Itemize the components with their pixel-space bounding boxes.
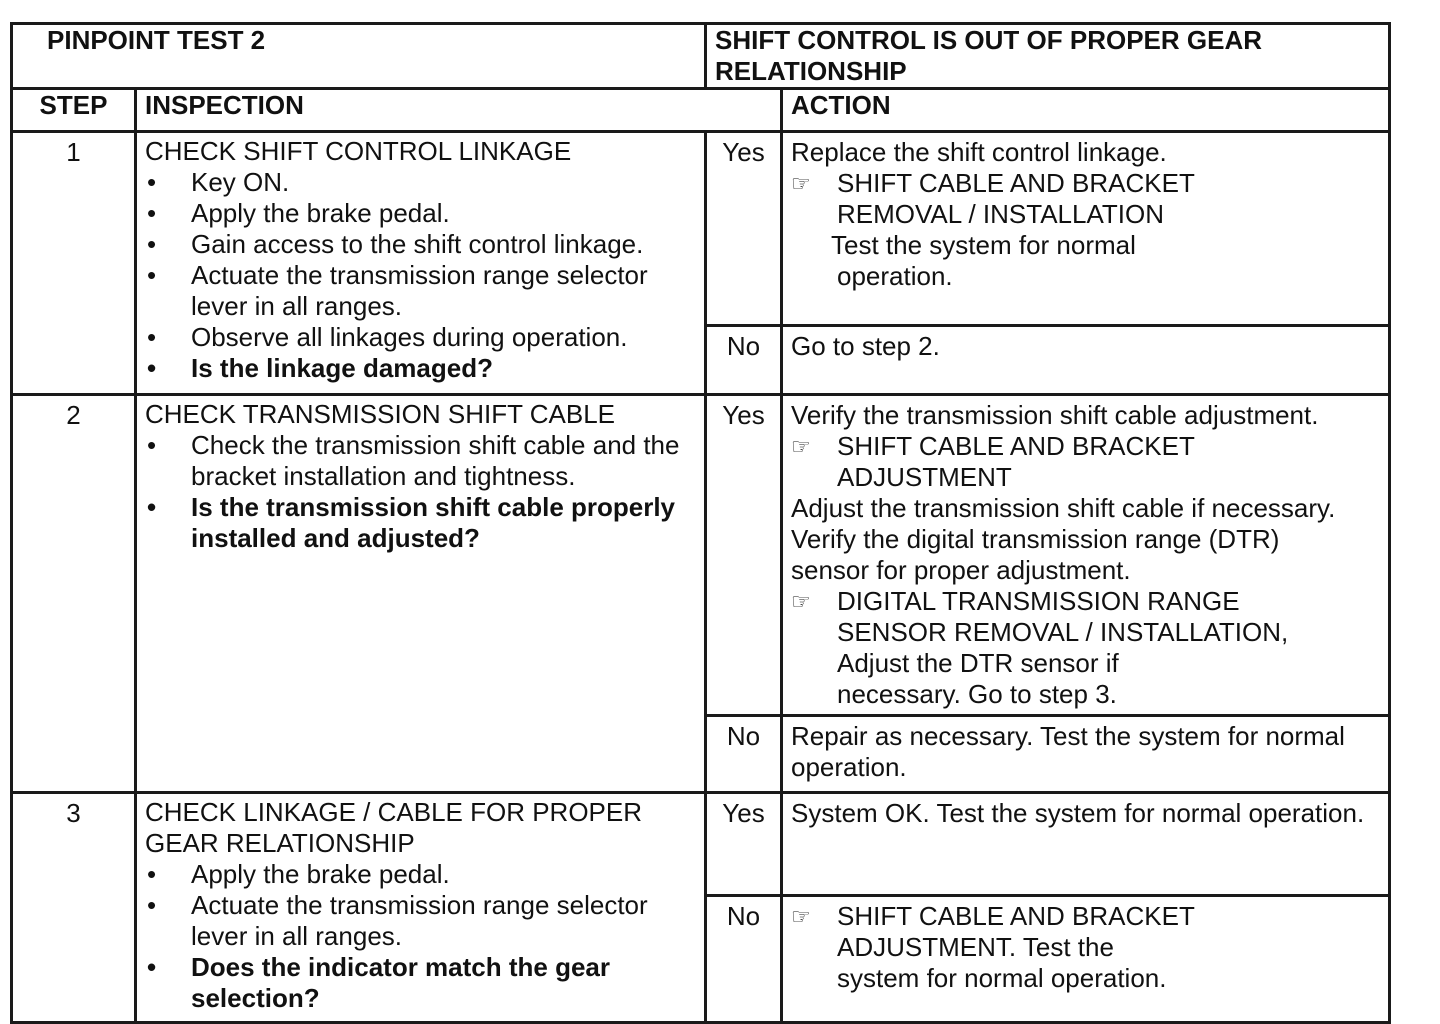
bullet-icon: • <box>147 198 157 228</box>
step-1-yes-row <box>12 132 1390 326</box>
yes-action: System OK. Test the system for normal operation. <box>782 793 1390 896</box>
step-title: CHECK TRANSMISSION SHIFT CABLE <box>145 399 616 429</box>
list-item-question: • Is the linkage damaged? <box>147 353 493 383</box>
bullet-icon: • <box>147 492 157 522</box>
step-2-yes-row <box>12 395 1390 716</box>
reference-hand-icon: ☞ <box>791 171 811 196</box>
column-header-action: ACTION <box>782 89 1390 132</box>
list-item: • Key ON. <box>147 167 290 197</box>
title-row <box>12 24 1390 89</box>
step-number: 2 <box>12 395 136 793</box>
list-item: • Actuate the transmission range selector lever in all ranges. <box>147 260 648 321</box>
column-header-step: STEP <box>12 89 136 132</box>
step-3-yes-row <box>12 793 1390 896</box>
list-item: • Apply the brake pedal. <box>147 859 450 889</box>
no-label: No <box>706 716 782 793</box>
test-title-cell <box>706 24 1390 89</box>
step-number: 1 <box>12 132 136 395</box>
test-label: PINPOINT TEST 2 <box>47 25 266 55</box>
no-label: No <box>706 325 782 394</box>
list-item: • Observe all linkages during operation. <box>147 322 628 352</box>
bullet-icon: • <box>147 260 157 290</box>
pinpoint-test-table <box>10 22 1391 1024</box>
list-item-question: • Is the transmission shift cable properly installed and adjusted? <box>147 492 676 553</box>
bullet-icon: • <box>147 229 157 259</box>
step-inspection <box>136 793 706 1023</box>
step-inspection <box>136 395 706 793</box>
inspection-list <box>145 859 696 1014</box>
reference-hand-icon: ☞ <box>791 434 811 459</box>
bullet-icon: • <box>147 167 157 197</box>
list-item: • Actuate the transmission range selector lever in all ranges. <box>147 890 648 951</box>
no-action: Go to step 2. <box>782 325 1390 394</box>
yes-action: Replace the shift control linkage. ☞ SHIFT CABLE AND BRACKET REMOVAL / INSTALLATION Test the system for normal operation. <box>782 132 1390 326</box>
bullet-icon: • <box>147 430 157 460</box>
inspection-list <box>145 167 696 384</box>
list-item-question: • Does the indicator match the gear selection? <box>147 952 610 1013</box>
step-title: CHECK SHIFT CONTROL LINKAGE <box>145 136 572 166</box>
yes-label: Yes <box>706 395 782 716</box>
list-item: • Gain access to the shift control linkage. <box>147 229 644 259</box>
reference-hand-icon: ☞ <box>791 589 811 614</box>
no-action: ☞ SHIFT CABLE AND BRACKET ADJUSTMENT. Test the system for normal operation. <box>782 896 1390 1023</box>
bullet-icon: • <box>147 890 157 920</box>
step-inspection <box>136 132 706 395</box>
yes-label: Yes <box>706 793 782 896</box>
pinpoint-test-sheet <box>10 22 1388 1013</box>
bullet-icon: • <box>147 322 157 352</box>
yes-label: Yes <box>706 132 782 326</box>
inspection-list <box>145 430 696 554</box>
list-item: • Apply the brake pedal. <box>147 198 450 228</box>
no-action: Repair as necessary. Test the system for normal operation. <box>782 716 1390 793</box>
test-title: SHIFT CONTROL IS OUT OF PROPER GEAR RELATIONSHIP <box>715 25 1262 86</box>
bullet-icon: • <box>147 859 157 889</box>
list-item: • Check the transmission shift cable and the bracket installation and tightness. <box>147 430 680 491</box>
test-label-cell <box>12 24 706 89</box>
step-number: 3 <box>12 793 136 1023</box>
bullet-icon: • <box>147 952 157 982</box>
column-header-inspection: INSPECTION <box>136 89 782 132</box>
no-label: No <box>706 896 782 1023</box>
bullet-icon: • <box>147 353 157 383</box>
step-title: CHECK LINKAGE / CABLE FOR PROPER GEAR RELATIONSHIP <box>145 797 643 858</box>
column-header-row <box>12 89 1390 132</box>
yes-action: Verify the transmission shift cable adjustment. ☞ SHIFT CABLE AND BRACKET ADJUSTMENT Adjust the transmission shift cable if necessary. Verify the digital transmission range (DTR) sensor for proper adjustment. ☞ DIGITAL TRANSMISSION RANGE SENSOR REMOVAL / INSTALLATION, Adjust the DTR sensor if necessary. Go to step 3. <box>782 395 1390 716</box>
reference-hand-icon: ☞ <box>791 904 811 929</box>
